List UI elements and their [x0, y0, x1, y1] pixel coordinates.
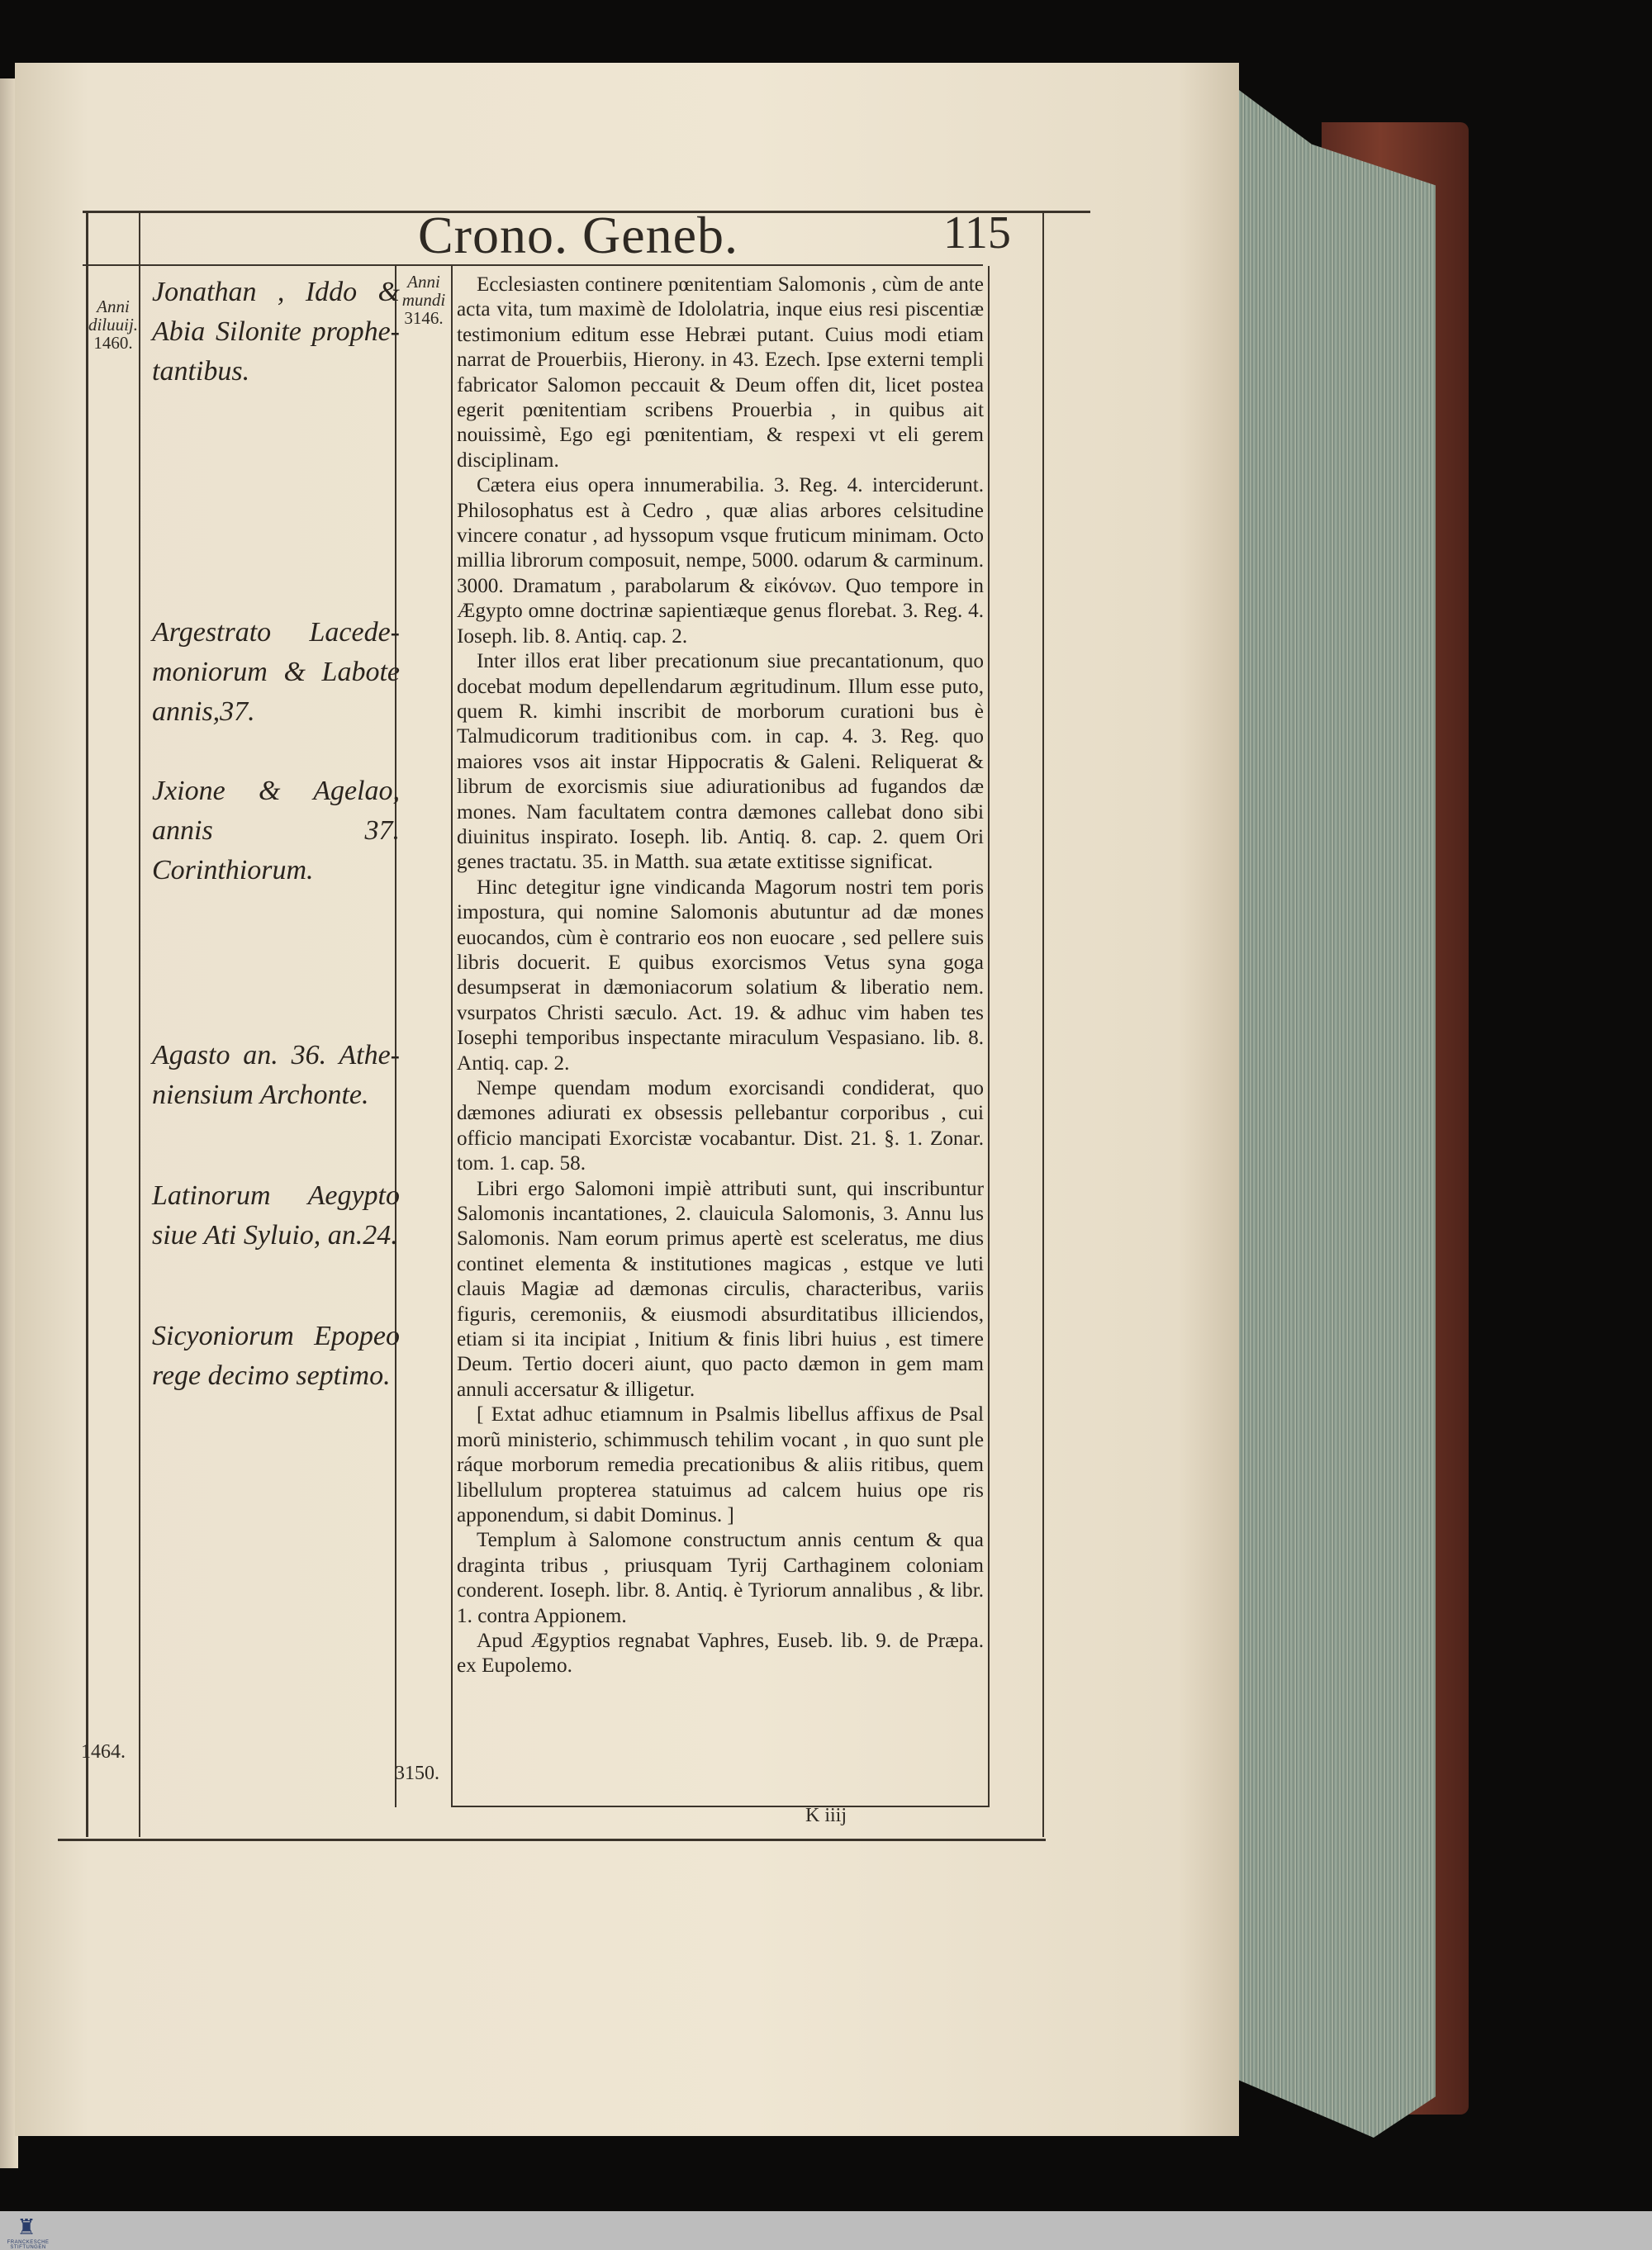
inner-year-bottom: 3150. — [395, 1763, 439, 1784]
ruler-entry-prophets: Jonathan , Iddo & Abia Silonite prophe-tantibus. — [152, 277, 400, 387]
library-logo-caption: FRANCKESCHE STIFTUNGEN — [7, 2240, 50, 2250]
viewer-bottom-bar — [0, 2211, 1652, 2250]
frame-right-outer-rule — [1042, 213, 1044, 1837]
paragraph-nempe: Nempe quendam modum exorcisandi condiderat, quo dæmones adiurati ex obsessis pellebantur corporibus , cui officio mancipati Exorcistæ vocabantur. Dist. 21. §. 1. Zonar. tom. 1. cap. 58. — [457, 1077, 984, 1175]
paragraph-libri-ergo: Libri ergo Salomoni impiè attributi sunt, qui inscribuntur Salomonis incantationes, 2. clauicula Salomonis, 3. Annu lus Salomonis. Nam eorum primus apertè est sceleratus, me dius continet elementa & institutiones magicas , estque ve luti clauis Magiæ ad dæmonas circulis, characteribus, variis figuris, ceremoniis, & eiusmodi absurditatibus illiciendos, etiam si ita incipiat , Initium & finis libri huius , est timere Deum. Tertio doceri aiunt, quo pacto dæmon in gem mam annuli accersatur & illigetur. — [457, 1177, 984, 1401]
ruler-entry-corinthians: Jxione & Agelao, annis 37. Corinthiorum. — [152, 776, 400, 885]
page-fore-edge — [1229, 83, 1436, 2138]
page-number: 115 — [943, 207, 1011, 259]
margin-anni-diluuij: Anni diluuij. 1460. — [88, 297, 139, 353]
frame-col3-rule — [451, 266, 453, 1807]
page-title: Crono. Geneb. — [417, 206, 739, 264]
ruler-entry-lacedemonians: Argestrato Lacede-moniorum & Labote annis,37. — [152, 617, 400, 727]
frame-right-inner-rule — [988, 266, 990, 1807]
paragraph-extat: [ Extat adhuc etiamnum in Psalmis libellus affixus de Psal morũ ministerio, schimmusch tehilim vocant , in quo sunt ple ráque morborum remedia precationibus & aliis ritibus, quem libellulum propterea statuimus ad calcem huius ope ris apponendum, si dabit Dominus. ] — [457, 1403, 984, 1526]
ruler-entry-athenians: Agasto an. 36. Athe-niensium Archonte. — [152, 1040, 400, 1110]
paragraph-caetera: Cætera eius opera innumerabilia. 3. Reg. 4. interciderunt. Philosophatus est à Cedro , quæ alias arbores celsitudine vincere conatur , ad hyssopum vsque fruticum minimam. Octo millia librorum composuit, nempe, 5000. odarum & carminum. 3000. Dramatum , parabolarum & εἰκόνων. Quo tempore in Ægypto omne doctrinæ sapientiæque genus florebat. 3. Reg. 4. Ioseph. lib. 8. Antiq. cap. 2. — [457, 474, 984, 648]
paragraph-hinc-detegitur: Hinc detegitur igne vindicanda Magorum nostri tem poris impostura, qui nomine Salomonis abutuntur ad dæ mones euocandos, cùm è contrario eos non euocare , sed pellere suis libris docuerit. E quibus exorcismos Vetus syna goga desumpserat in dæmoniacorum solatium & liberatio nem. vsurpatos Christi sæculo. Act. 19. & adhuc vim haben tes Iosephi temporibus inspectante miraculum Vespasiano. lib. 8. Antiq. cap. 2. — [457, 876, 984, 1075]
frame-col1-rule — [139, 213, 140, 1837]
footer-rule — [451, 1806, 990, 1807]
library-logo-icon: ♜ — [17, 2215, 36, 2239]
paragraph-apud-aegyptios: Apud Ægyptios regnabat Vaphres, Euseb. lib. 9. de Præpa. ex Eupolemo. — [457, 1629, 984, 1678]
paragraph-inter-illos: Inter illos erat liber precationum siue precantationum, quo docebat modum depellendarum ægritudinum. Illum esse puto, quem R. kimhi inscribit de morborum curationi bus è Talmudicorum traditionibus com. in cap. 4. 3. Reg. quo maiores vsos ait instar Hippocratis & Galeni. Reliquerat & librum de exorcismis siue adiurationibus ad fugandos dæ mones. Nam facultatem contra dæmones callebat dono sibi diuinitus inspirato. Ioseph. lib. Antiq. 8. cap. 2. quem Ori genes tractatu. 35. in Matth. sua ætate extitisse significat. — [457, 650, 984, 874]
ruler-entry-sicyonians: Sicyoniorum Epopeo rege decimo septimo. — [152, 1321, 400, 1391]
paragraph-templum: Templum à Salomone constructum annis centum & qua draginta tribus , priusquam Tyrij Carthaginem coloniam conderent. Ioseph. libr. 8. Antiq. è Tyriorum annalibus , & libr. 1. contra Appionem. — [457, 1529, 984, 1627]
paragraph-ecclesiasten: Ecclesiasten continere pœnitentiam Salomonis , cùm de ante acta vita, tum maximè de Idololatria, inque eius resi piscentiæ testimonium editum esse Hebræi putant. Cuius modi etiam narrat de Prouerbiis, Hierony. in 43. Ezech. Ipse externi templi fabricator Salomon peccauit & Deum offen dit, licet postea egerit pœnitentiam scribens Prouerbia , in quibus ait nouissimè, Ego egi pœnitentiam, & respexi vt eli gerem disciplinam. — [457, 273, 984, 472]
frame-bottom-rule — [58, 1839, 1046, 1841]
margin-year-bottom: 1464. — [81, 1741, 126, 1763]
frame-left-rule — [86, 213, 88, 1837]
signature-mark: K iiij — [805, 1805, 847, 1826]
ruler-entry-latins: Latinorum Aegypto siue Ati Syluio, an.24. — [152, 1180, 400, 1251]
margin-anni-mundi: Anni mundi 3146. — [401, 272, 446, 328]
main-text-column — [457, 273, 984, 1679]
